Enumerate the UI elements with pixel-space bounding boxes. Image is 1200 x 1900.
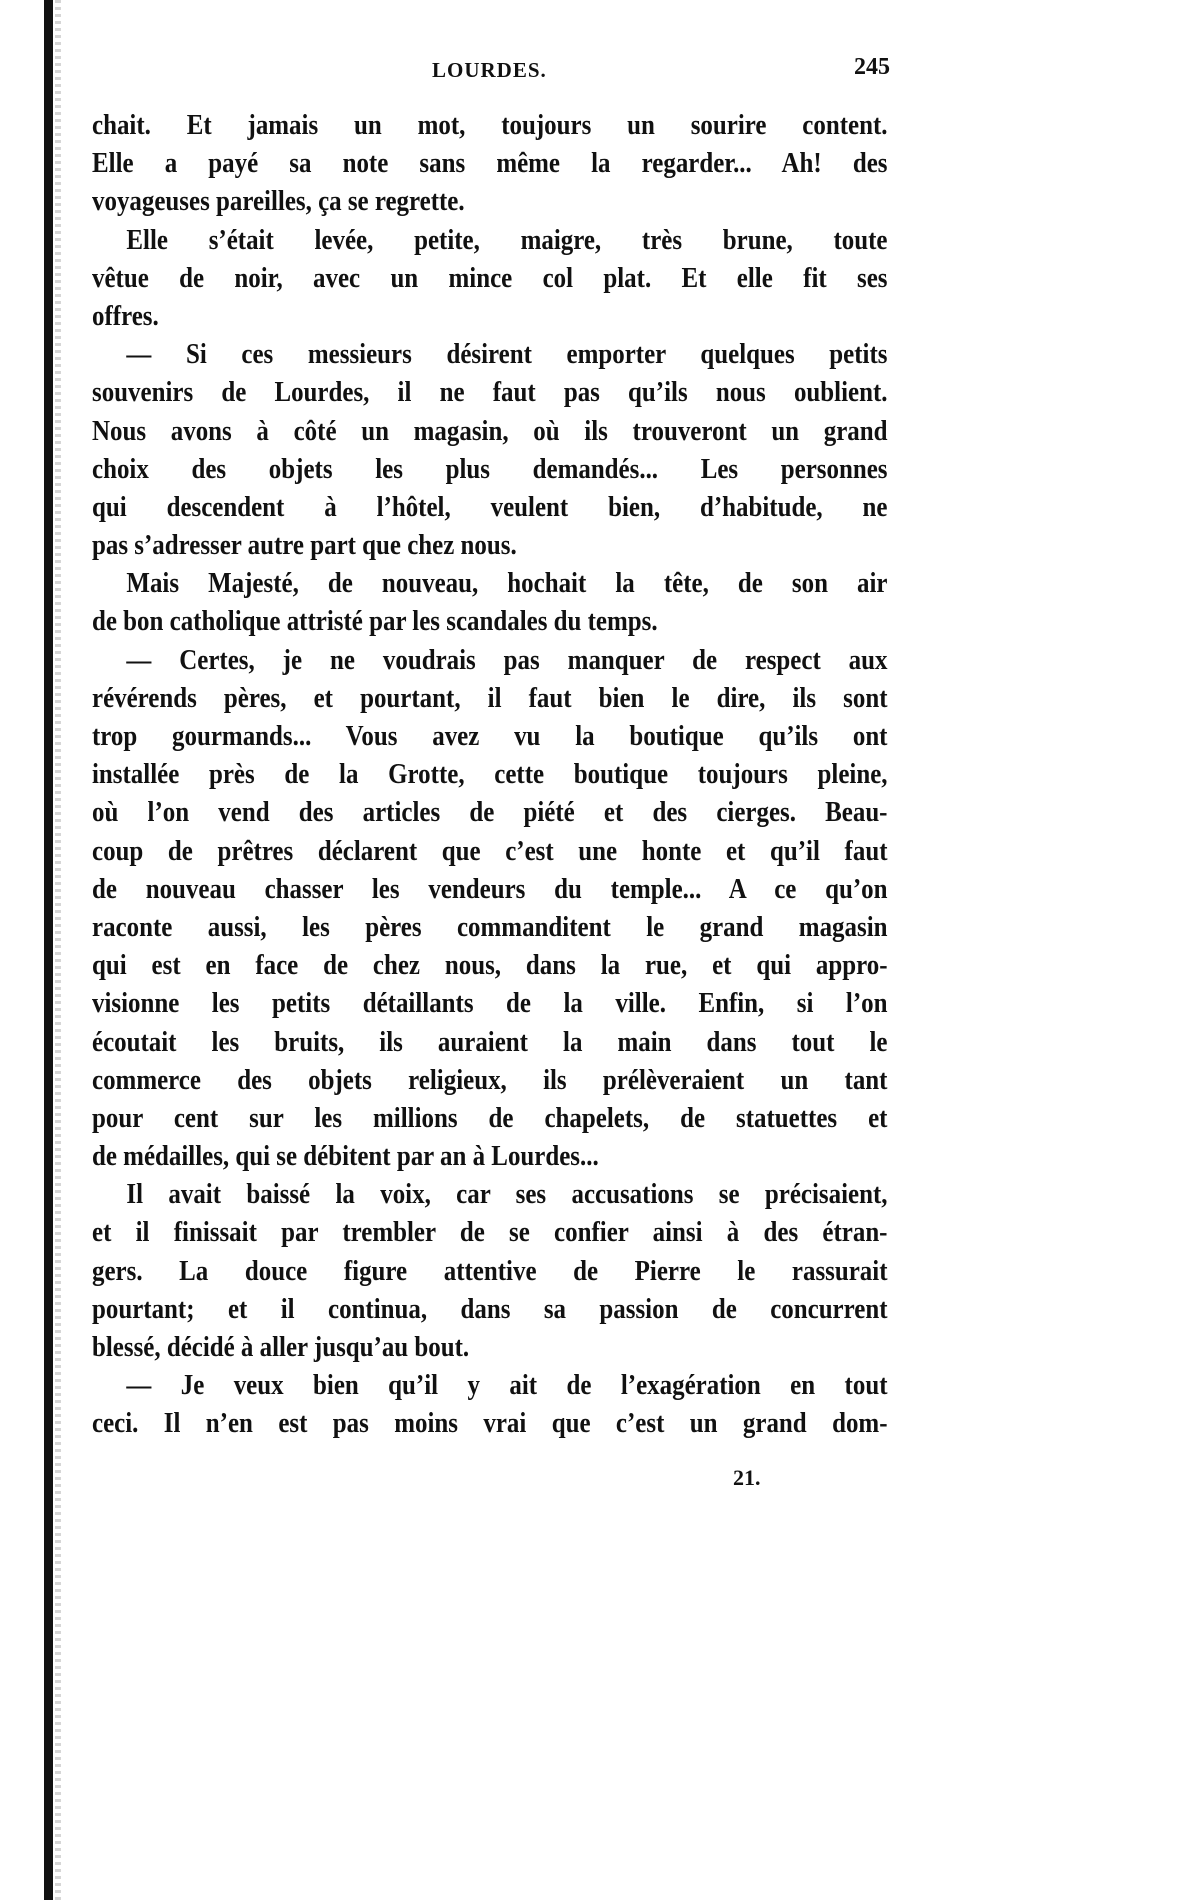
- text-line: — Si ces messieurs désirent emporter quelques petits: [126, 338, 888, 371]
- text-line: — Certes, je ne voudrais pas manquer de respect aux: [126, 643, 888, 676]
- text-line: pourtant; et il continua, dans sa passion de concurrent: [92, 1292, 888, 1325]
- text-line: raconte aussi, les pères commanditent le grand magasin: [92, 910, 888, 943]
- page-binding-shadow: [55, 0, 61, 1900]
- text-line: souvenirs de Lourdes, il ne faut pas qu’ils nous oublient.: [92, 376, 888, 409]
- body-text: [92, 106, 888, 1443]
- text-line: révérends pères, et pourtant, il faut bien le dire, ils sont: [92, 681, 888, 714]
- page-binding-edge: [44, 0, 53, 1900]
- text-line: choix des objets les plus demandés... Les personnes: [92, 452, 888, 485]
- text-line: écoutait les bruits, ils auraient la main dans tout le: [92, 1025, 888, 1058]
- text-line: qui est en face de chez nous, dans la rue, et qui appro-: [92, 949, 888, 982]
- page-number: 245: [854, 54, 890, 80]
- text-line: pour cent sur les millions de chapelets, de statuettes et: [92, 1101, 888, 1134]
- text-line: de médailles, qui se débitent par an à Lourdes...: [92, 1140, 599, 1173]
- text-line: — Je veux bien qu’il y ait de l’exagération en tout: [126, 1369, 888, 1402]
- text-line: qui descendent à l’hôtel, veulent bien, d’habitude, ne: [92, 490, 888, 523]
- text-line: Elle s’était levée, petite, maigre, très brune, toute: [126, 223, 888, 256]
- page-header: [95, 54, 890, 88]
- text-line: coup de prêtres déclarent que c’est une honte et qu’il faut: [92, 834, 888, 867]
- text-line: vêtue de noir, avec un mince col plat. Et elle fit ses: [92, 261, 888, 294]
- text-line: Nous avons à côté un magasin, où ils trouveront un grand: [92, 414, 888, 447]
- text-line: blessé, décidé à aller jusqu’au bout.: [92, 1331, 470, 1363]
- text-line: Elle a payé sa note sans même la regarder... Ah! des: [92, 147, 888, 180]
- text-line: offres.: [92, 299, 159, 332]
- text-line: visionne les petits détaillants de la ville. Enfin, si l’on: [92, 987, 888, 1020]
- text-line: ceci. Il n’en est pas moins vrai que c’est un grand dom-: [92, 1407, 888, 1440]
- text-line: pas s’adresser autre part que chez nous.: [92, 529, 517, 562]
- text-line: trop gourmands... Vous avez vu la boutique qu’ils ont: [92, 720, 888, 752]
- text-line: de bon catholique attristé par les scandales du temps.: [92, 605, 658, 638]
- text-line: où l’on vend des articles de piété et des cierges. Beau-: [92, 796, 888, 829]
- text-line: de nouveau chasser les vendeurs du temple... A ce qu’on: [92, 872, 888, 905]
- text-line: chait. Et jamais un mot, toujours un sourire content.: [92, 109, 888, 141]
- text-line: gers. La douce figure attentive de Pierre le rassurait: [92, 1254, 888, 1287]
- running-title: LOURDES.: [432, 58, 547, 82]
- text-line: installée près de la Grotte, cette boutique toujours pleine,: [92, 758, 888, 791]
- text-line: commerce des objets religieux, ils prélèveraient un tant: [92, 1063, 888, 1096]
- text-line: Mais Majesté, de nouveau, hochait la tête, de son air: [126, 567, 888, 600]
- text-line: et il finissait par trembler de se confier ainsi à des étran-: [92, 1216, 888, 1249]
- text-line: voyageuses pareilles, ça se regrette.: [92, 185, 465, 218]
- signature-mark: 21.: [733, 1465, 761, 1490]
- text-line: Il avait baissé la voix, car ses accusations se précisaient,: [126, 1178, 888, 1211]
